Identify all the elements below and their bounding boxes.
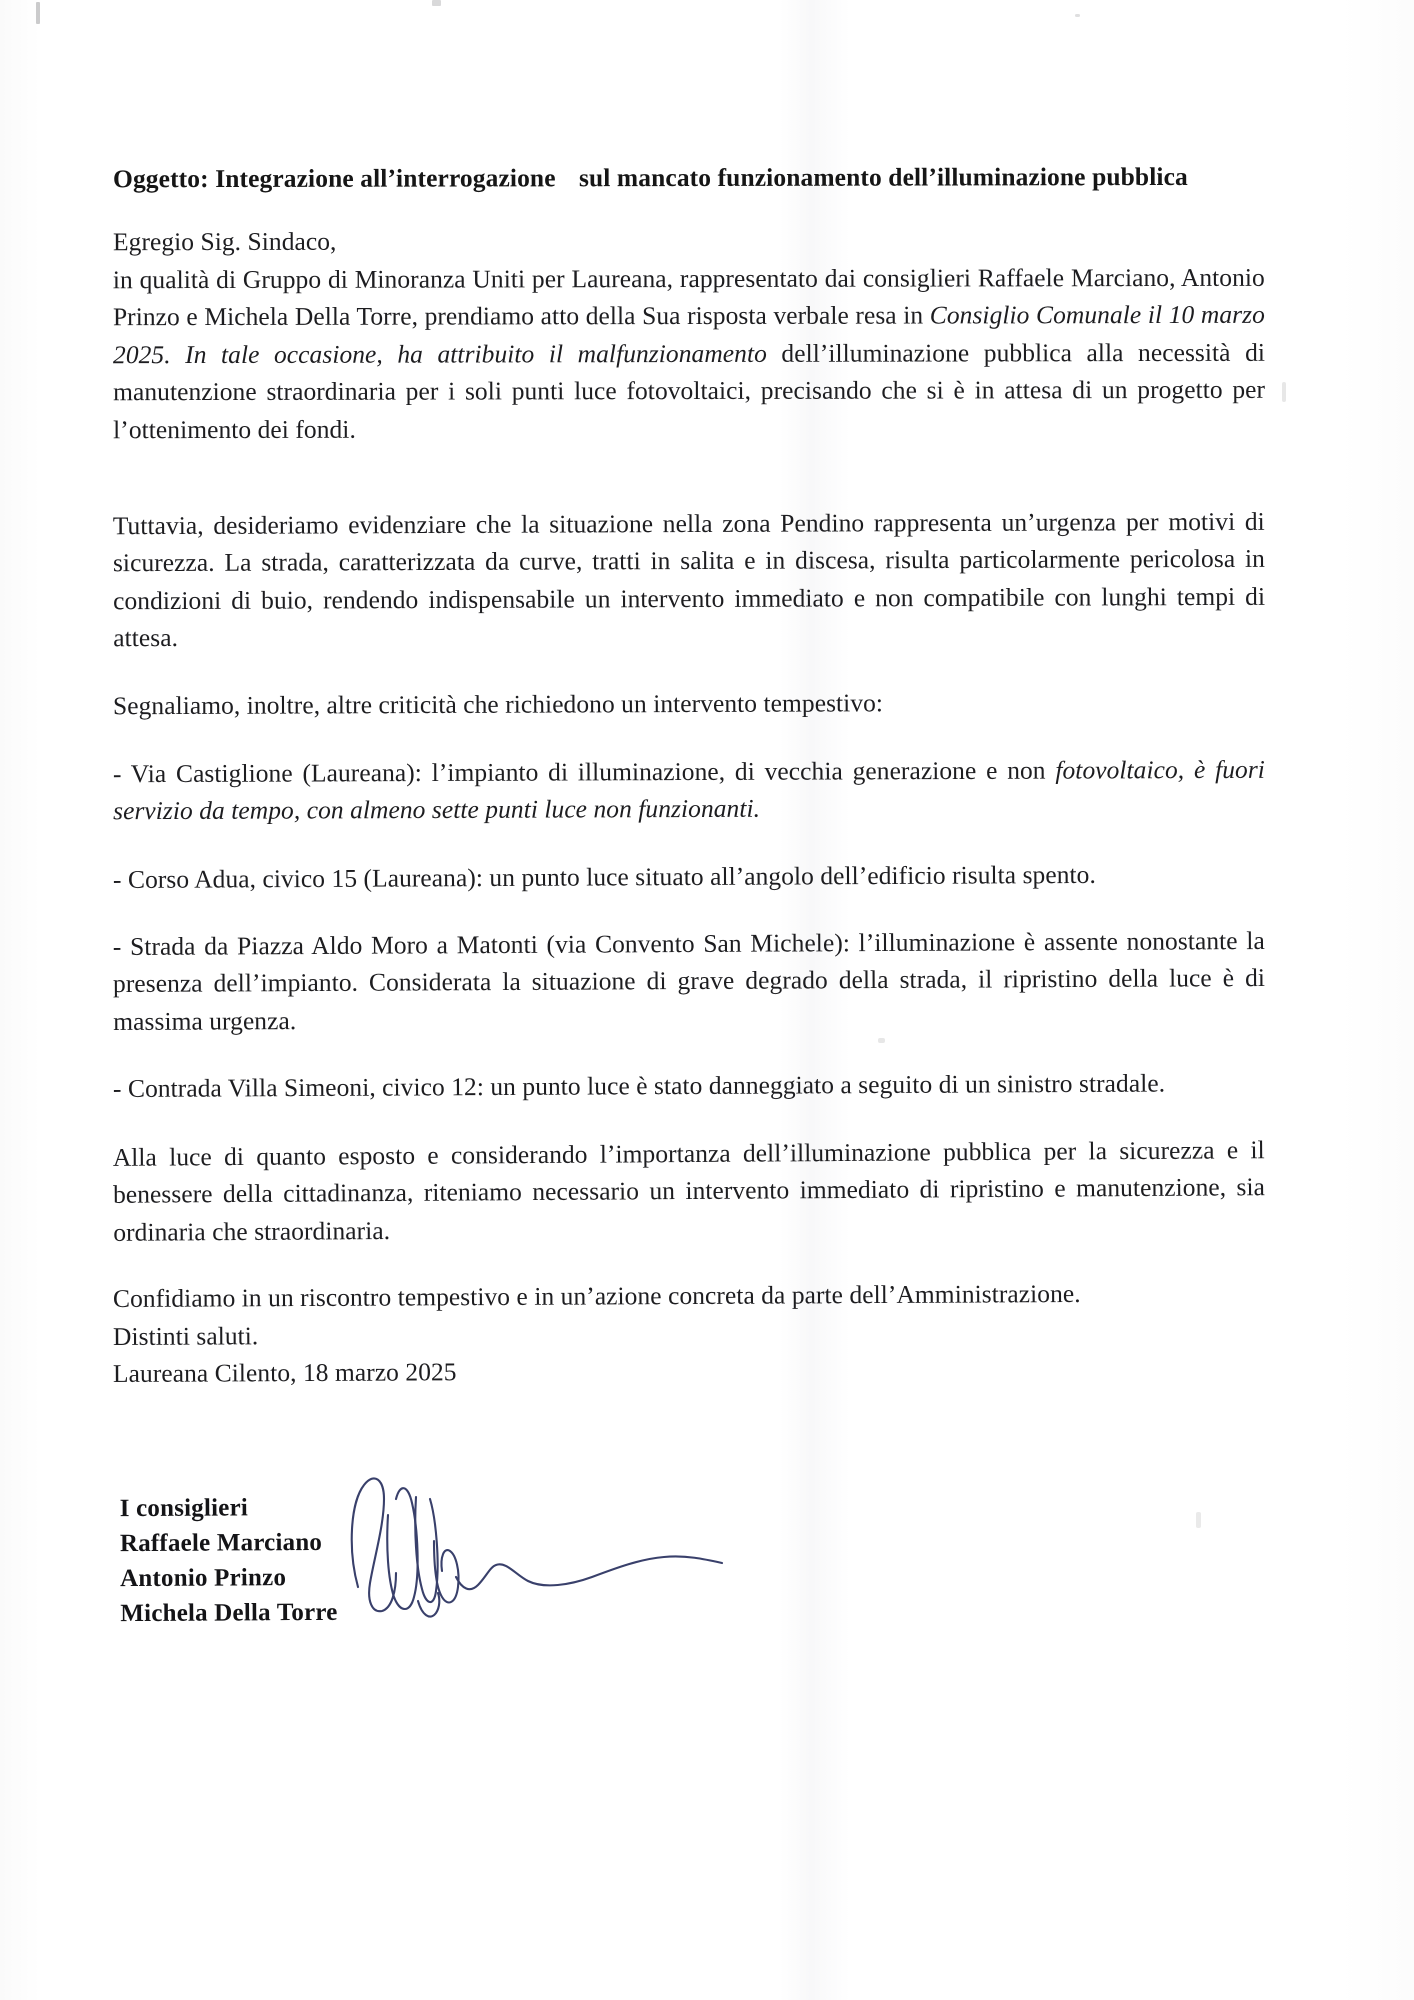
signature-names xyxy=(120,1487,821,1631)
paragraph-conclusione: Alla luce di quanto esposto e considerando l’importanza dell’illuminazione pubblica per la sicurezza e il benessere della cittadinanza, riteniamo necessario un intervento immediato di ripristino e manutenzione, sia ordinaria che straordinaria. xyxy=(112,1135,1266,1247)
signatory-name: Antonio Prinzo xyxy=(120,1564,287,1593)
letter-body xyxy=(113,160,1265,1390)
paragraph-intro xyxy=(113,258,1265,448)
issue-text-roman: - Corso Adua, civico 15 (Laureana): un punto luce situato all’angolo dell’edificio risulta spento. xyxy=(112,859,1096,894)
spacer xyxy=(113,1037,1265,1067)
scan-artifact-top-left xyxy=(36,2,40,24)
regards-line: Distinti saluti. xyxy=(112,1321,259,1351)
issue-text-italic: fotovoltaico, è fuori servizio da tempo, con almeno sette punti luce non funzionanti. xyxy=(113,754,1265,826)
spacer xyxy=(113,655,1265,685)
paragraph-closing: Confidiamo in un riscontro tempestivo e in un’azione concreta da parte dell’Amministrazione. xyxy=(112,1279,1081,1314)
signature-block xyxy=(120,1489,820,1629)
place-date-line: Laureana Cilento, 18 marzo 2025 xyxy=(112,1357,457,1389)
spacer xyxy=(113,447,1265,505)
intro-text-part2: dell’illuminazione pubblica alla necessità di manutenzione straordinaria per i soli punti luce fotovoltaici, precisando che si è in attesa di un progetto per l’ottenimento dei fondi. xyxy=(113,337,1266,444)
scan-artifact-top-center xyxy=(432,0,441,6)
subject-text-first: Integrazione all’interrogazione xyxy=(215,163,556,193)
paragraph-criticita-intro: Segnaliamo, inoltre, altre criticità che richiedono un intervento tempestivo: xyxy=(112,688,884,721)
spacer xyxy=(113,1105,1265,1135)
scan-artifact-top-right xyxy=(1075,14,1080,17)
subject-line xyxy=(113,159,1265,198)
intro-text-part1: in qualità di Gruppo di Minoranza Uniti per Laureana, rappresentato dai consiglieri Raffaele Marciano, Antonio Prinzo e Michela Della Torre, prendiamo atto della Sua risposta verbale resa in xyxy=(112,262,1265,332)
salutation: Egregio Sig. Sindaco, xyxy=(112,226,337,257)
spacer xyxy=(113,723,1265,753)
issue-item xyxy=(113,922,1266,1040)
issue-text-roman: - Strada da Piazza Aldo Moro a Matonti (via Convento San Michele): l’illuminazione è assente nonostante la presenza dell’impianto. Considerata la situazione di grave degrado della strada, il ripristino della luce è di massima urgenza. xyxy=(112,925,1266,1036)
subject-text-second: sul mancato funzionamento dell’illuminazione pubblica xyxy=(578,161,1188,193)
issue-item xyxy=(113,1064,1265,1108)
pendino-text-part2: particolarmente pericolosa in condizioni di buio, rendendo indispensabile un intervento immediato e non compatibile con lunghi tempi di attesa. xyxy=(113,544,1266,653)
spacer xyxy=(113,895,1265,925)
signatory-name: Michela Della Torre xyxy=(120,1598,338,1628)
spacer xyxy=(113,1247,1265,1277)
issue-text-roman: - Via Castiglione (Laureana): l’impianto di illuminazione, di vecchia generazione e non xyxy=(112,755,1046,788)
signature-role-label: I consiglieri xyxy=(119,1494,249,1523)
scan-artifact-lower-right xyxy=(1196,1512,1201,1528)
signatory-name: Raffaele Marciano xyxy=(119,1528,323,1558)
intro-text-italic: Consiglio Comunale il 10 marzo 2025. In tale occasione, ha attribuito il malfunzionamento xyxy=(112,299,1265,369)
pendino-text-part1: Tuttavia, desideriamo evidenziare che la situazione nella zona Pendino rappresenta un’urgenza per motivi di sicurezza. La strada, caratterizzata da curve, tratti in salita e in discesa, risulta xyxy=(112,506,1265,578)
issue-item xyxy=(113,750,1265,829)
scan-artifact-right-upper xyxy=(1282,382,1286,402)
issue-item xyxy=(113,854,1265,898)
paragraph-pendino xyxy=(113,503,1266,657)
subject-label: Oggetto: xyxy=(112,164,209,194)
issue-text-roman: - Contrada Villa Simeoni, civico 12: un punto luce è stato danneggiato a seguito di un sinistro stradale. xyxy=(112,1068,1166,1104)
subject-spacer xyxy=(562,163,572,192)
spacer xyxy=(113,828,1265,858)
